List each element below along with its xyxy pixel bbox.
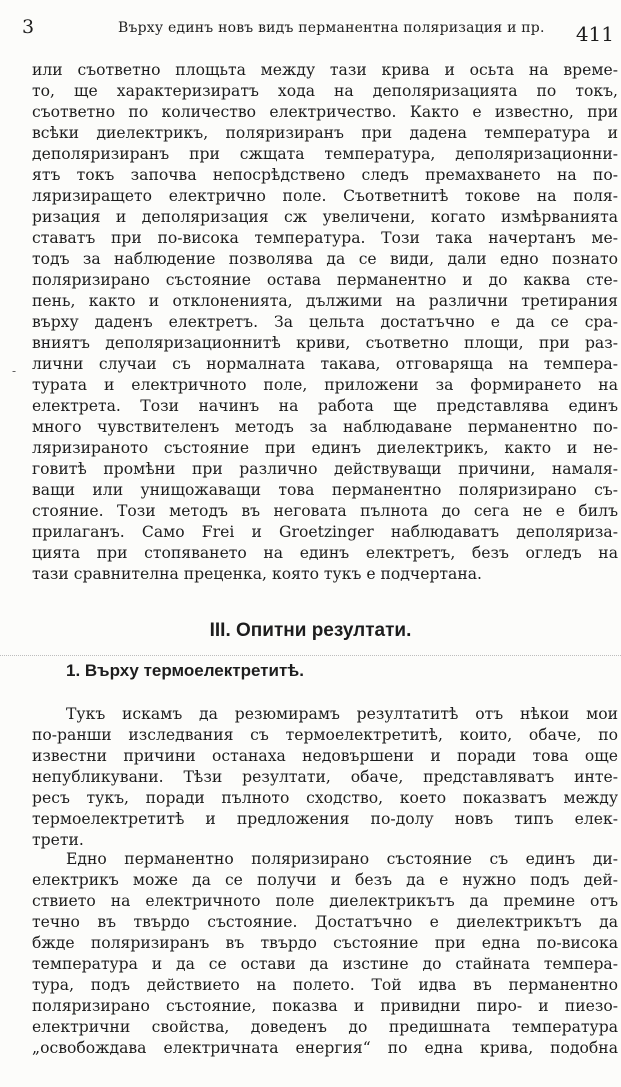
text-line: поляризирано състояние, показва и привидни пиро- и пиезо- [32,997,618,1015]
text-line: известни причини останаха недовършени и поради това още [32,747,618,765]
text-line: тура, подъ действието на полето. Той идва въ перманентно [32,976,618,994]
text-line: прилаганъ. Само Frei и Groetzinger наблюдаватъ деполяриза- [32,523,618,541]
divider [0,655,621,657]
text-line: бжде поляризиранъ въ твърдо състояние при една по-висока [32,934,618,952]
subsection-title: 1. Върху термоелектретитѣ. [66,661,304,680]
text-line: по-ранши изследвания съ термоелектретитѣ, които, обаче, по [32,726,618,744]
folio-number: 3 [22,16,35,38]
text-line: върху даденъ електретъ. За цельта достатъчно е да се сра- [32,313,618,331]
text-line: електрикъ може да се получи и безъ да е нужно подъ дей- [32,871,618,889]
text-line: ляризираното състояние при единъ диелектрикъ, както и не- [32,439,618,457]
text-line: пень, както и отклоненията, дължими на различни третирания [32,292,618,310]
text-line: ятъ токъ започва непосрѣдствено следъ премахването на по- [32,166,618,184]
page-header [22,16,614,50]
running-title: Върху единъ новъ видъ перманентна поляризация и пр. [118,20,545,36]
text-line: температура и да се остави да изстине до стайната темпера- [32,955,618,973]
text-line: ставатъ при по-висока температура. Този така начертанъ ме- [32,229,618,247]
text-line: Едно перманентно поляризирано състояние съ единъ ди- [66,850,618,868]
section-title: III. Опитни резултати. [209,620,412,641]
text-line: вниятъ деполяризационнитѣ криви, съответно площи, при раз- [32,334,618,352]
text-line: съответно по количество електричество. Както е известно, при [32,103,618,121]
paragraph-1 [32,60,618,585]
text-line: говитѣ промѣни при различно действуващи причини, намаля- [32,460,618,478]
paragraph-2 [32,704,618,851]
text-line: ризация и деполяризация сж увеличени, когато измѣрванията [32,208,618,226]
paragraph-3 [32,849,618,1059]
text-line: стояние. Този методъ въ неговата пълнота до сега не е билъ [32,502,618,520]
margin-mark: - [12,364,17,378]
text-line: непубликувани. Тѣзи резултати, обаче, представляватъ инте- [32,768,618,786]
text-line: ващи или унищожаващи това перманентно поляризирано съ- [32,481,618,499]
text-line: то, ще характеризиратъ хода на деполяризацията по токъ, [32,82,618,100]
text-line: лични случаи съ нормалната такава, отговаряща на темпера- [32,355,618,373]
text-line: или съответно площьта между тази крива и осьта на време- [32,61,618,79]
text-line: цията при стопяването на единъ електретъ, безъ огледъ на [32,544,618,562]
text-line: „освобождава електричната енергия“ по една крива, подобна [32,1039,618,1057]
page-number: 411 [575,22,614,46]
text-line: много чувствителенъ методъ за наблюдаване перманентно по- [32,418,618,436]
text-line: електрета. Този начинъ на работа ще представлява единъ [32,397,618,415]
text-line: тази сравнителна преценка, която тукъ е подчертана. [32,565,483,583]
text-line: ствието на електричното поле диелектрикътъ да премине отъ [32,892,618,910]
text-line: всѣки диелектрикъ, поляризиранъ при дадена температура и [32,124,618,142]
text-line: деполяризиранъ при сжщата температура, деполяризационни- [32,145,618,163]
text-line: термоелектретитѣ и предложения по-долу новъ типъ елек- [32,810,618,828]
text-line: течно въ твърдо състояние. Достатъчно е диелектрикътъ да [32,913,618,931]
text-line: поляризирано състояние остава перманентно и до каква сте- [32,271,618,289]
text-line: ресъ тукъ, поради пълното сходство, което показватъ между [32,789,618,807]
text-line: електрични свойства, доведенъ до предишната температура [32,1018,618,1036]
text-line: тодъ за наблюдение позволява да се види, дали едно познато [32,250,618,268]
text-line: трети. [32,831,84,849]
text-line: турата и електричното поле, приложени за формирането на [32,376,618,394]
text-line: ляризиращето електрично поле. Съответнитѣ токове на поля- [32,187,618,205]
text-line: Тукъ искамъ да резюмирамъ резултатитѣ отъ нѣкои мои [66,705,618,723]
